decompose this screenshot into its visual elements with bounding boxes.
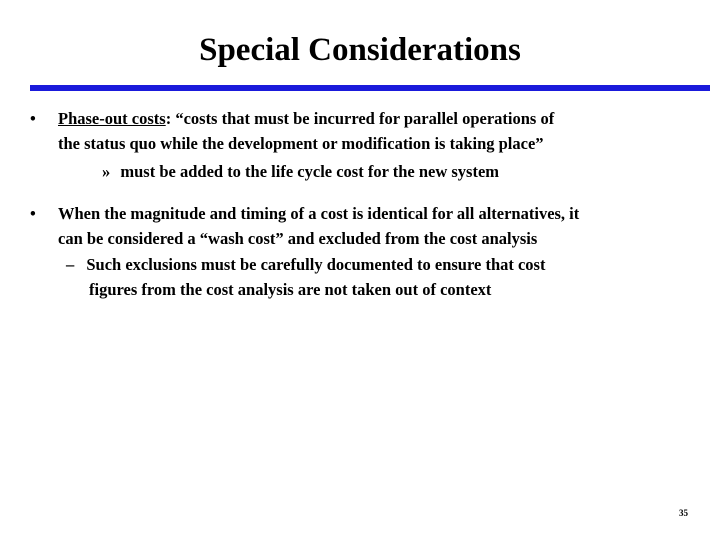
- sub-point-exclusions: [66, 253, 545, 278]
- sub-marker: »: [102, 162, 111, 181]
- bullet-text: [58, 107, 706, 132]
- bullet-definition: : “costs that must be incurred for parallel operations of: [165, 109, 555, 128]
- bullet-marker: •: [30, 204, 36, 223]
- page-number: 35: [679, 508, 688, 518]
- slide-title: Special Considerations: [199, 32, 521, 68]
- term-phase-out-costs: Phase-out costs: [58, 109, 166, 128]
- sub-text: must be added to the life cycle cost for the new system: [120, 162, 500, 181]
- title-divider: [30, 85, 710, 91]
- sub-marker: –: [66, 255, 75, 274]
- bullet-text: When the magnitude and timing of a cost is identical for all alternatives, it: [58, 204, 580, 223]
- sub-text: Such exclusions must be carefully documented to ensure that cost: [86, 255, 546, 274]
- bullet-marker: •: [30, 109, 36, 128]
- sub-point-exclusions-line-2: figures from the cost analysis are not taken out of context: [89, 279, 492, 299]
- sub-point-life-cycle: [102, 160, 499, 185]
- bullet-text-line-2: can be considered a “wash cost” and excluded from the cost analysis: [58, 228, 538, 248]
- bullet-text-line-2: the status quo while the development or modification is taking place”: [58, 133, 544, 153]
